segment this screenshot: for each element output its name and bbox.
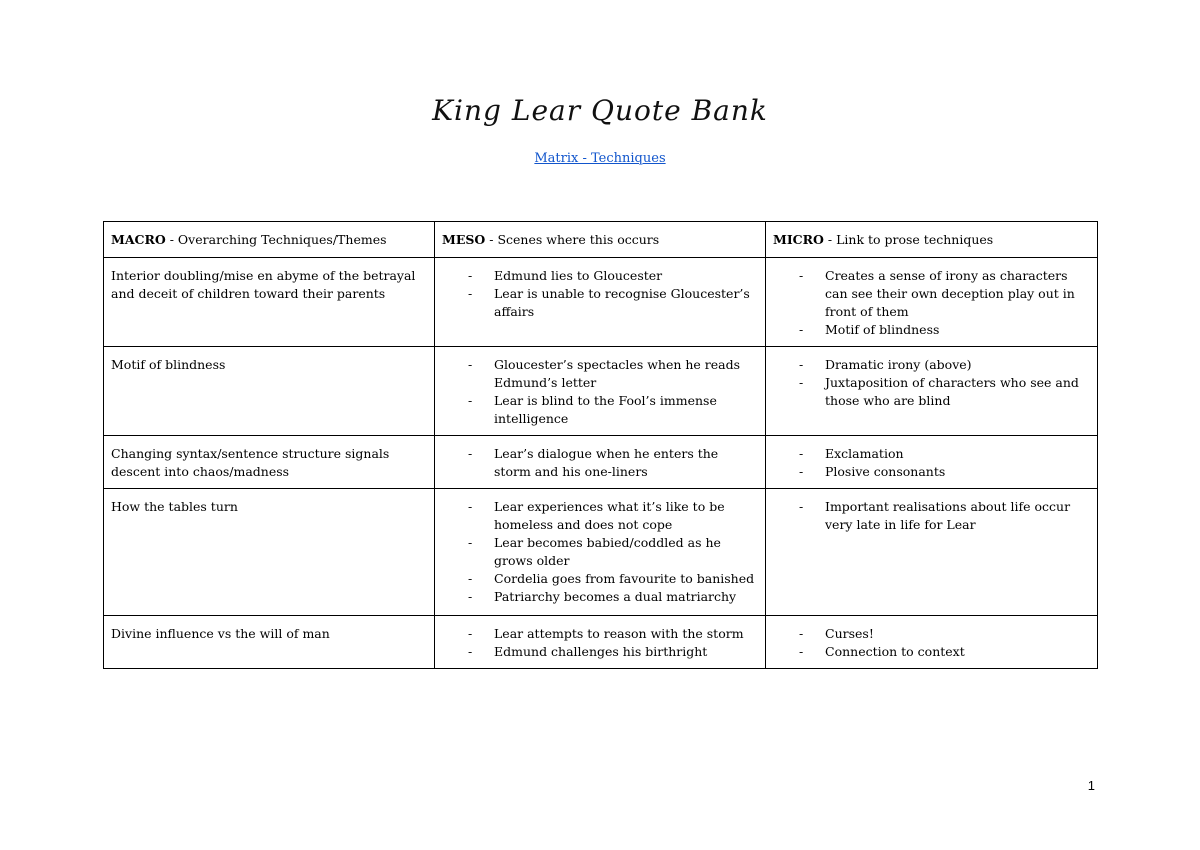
dash-bullet: - (468, 535, 473, 550)
list-item: - Plosive consonants (799, 464, 946, 479)
dash-bullet: - (799, 464, 804, 479)
list-item: - Lear becomes babied/coddled as he grows older (468, 535, 721, 568)
table-row (104, 258, 1098, 347)
dash-bullet: - (468, 571, 473, 586)
micro-list (773, 267, 1090, 339)
dash-bullet: - (799, 375, 804, 390)
header-meso (435, 222, 766, 258)
list-item: - Cordelia goes from favourite to banished (468, 571, 755, 586)
header-macro-label: MACRO (111, 232, 166, 247)
table-row (104, 489, 1098, 616)
dash-bullet: - (468, 626, 473, 641)
header-meso-desc: - Scenes where this occurs (485, 232, 660, 247)
micro-list (773, 625, 1090, 661)
dash-bullet: - (799, 322, 804, 337)
meso-list (442, 625, 758, 661)
list-item: - Patriarchy becomes a dual matriarchy (468, 589, 737, 604)
matrix-techniques-link[interactable]: Matrix - Techniques (534, 151, 666, 166)
macro-cell: Motif of blindness (104, 347, 435, 436)
micro-cell (766, 258, 1098, 347)
macro-cell: How the tables turn (104, 489, 435, 616)
dash-bullet: - (468, 589, 473, 604)
dash-bullet: - (468, 644, 473, 659)
dash-bullet: - (468, 446, 473, 461)
dash-bullet: - (799, 446, 804, 461)
list-item: - Edmund lies to Gloucester (468, 268, 663, 283)
list-item: - Important realisations about life occur very late in life for Lear (799, 499, 1071, 532)
micro-list (773, 445, 1090, 481)
list-item: - Lear is blind to the Fool’s immense intelligence (468, 393, 717, 426)
meso-list (442, 498, 758, 606)
document-title: King Lear Quote Bank (432, 94, 768, 127)
macro-cell: Changing syntax/sentence structure signals descent into chaos/madness (104, 436, 435, 489)
dash-bullet: - (799, 268, 804, 283)
list-item: - Juxtaposition of characters who see and those who are blind (799, 375, 1079, 408)
micro-list (773, 498, 1090, 534)
list-item: - Exclamation (799, 446, 904, 461)
table-row (104, 347, 1098, 436)
table-row (104, 616, 1098, 669)
list-item: - Edmund challenges his birthright (468, 644, 708, 659)
header-micro-desc: - Link to prose techniques (823, 232, 994, 247)
dash-bullet: - (468, 499, 473, 514)
list-item: - Motif of blindness (799, 322, 940, 337)
micro-cell (766, 347, 1098, 436)
list-item: - Curses! (799, 626, 874, 641)
meso-list (442, 267, 758, 321)
list-item: - Connection to context (799, 644, 965, 659)
micro-cell (766, 436, 1098, 489)
list-item: - Lear experiences what it’s like to be homeless and does not cope (468, 499, 725, 532)
header-macro (104, 222, 435, 258)
dash-bullet: - (799, 499, 804, 514)
dash-bullet: - (468, 357, 473, 372)
header-macro-desc: - Overarching Techniques/Themes (165, 232, 387, 247)
list-item: - Dramatic irony (above) (799, 357, 972, 372)
micro-cell (766, 489, 1098, 616)
micro-cell (766, 616, 1098, 669)
micro-list (773, 356, 1090, 410)
macro-cell: Divine influence vs the will of man (104, 616, 435, 669)
dash-bullet: - (468, 268, 473, 283)
dash-bullet: - (468, 286, 473, 301)
dash-bullet: - (799, 626, 804, 641)
table-row (104, 436, 1098, 489)
meso-list (442, 445, 758, 481)
header-micro-label: MICRO (773, 232, 824, 247)
dash-bullet: - (468, 393, 473, 408)
list-item: - Gloucester’s spectacles when he reads Edmund’s letter (468, 357, 741, 390)
meso-cell (435, 616, 766, 669)
meso-cell (435, 347, 766, 436)
meso-cell (435, 436, 766, 489)
list-item: - Lear is unable to recognise Gloucester’s affairs (468, 286, 750, 319)
macro-cell: Interior doubling/mise en abyme of the betrayal and deceit of children toward their parents (104, 258, 435, 347)
page-number: 1 (1087, 778, 1095, 793)
list-item: - Creates a sense of irony as characters can see their own deception play out in front of them (799, 268, 1075, 319)
meso-list (442, 356, 758, 428)
dash-bullet: - (799, 644, 804, 659)
header-micro (766, 222, 1098, 258)
techniques-matrix-table (103, 221, 1098, 669)
table-header-row (104, 222, 1098, 258)
list-item: - Lear attempts to reason with the storm (468, 626, 744, 641)
list-item: - Lear’s dialogue when he enters the storm and his one-liners (468, 446, 719, 479)
meso-cell (435, 258, 766, 347)
meso-cell (435, 489, 766, 616)
dash-bullet: - (799, 357, 804, 372)
header-meso-label: MESO (442, 232, 486, 247)
